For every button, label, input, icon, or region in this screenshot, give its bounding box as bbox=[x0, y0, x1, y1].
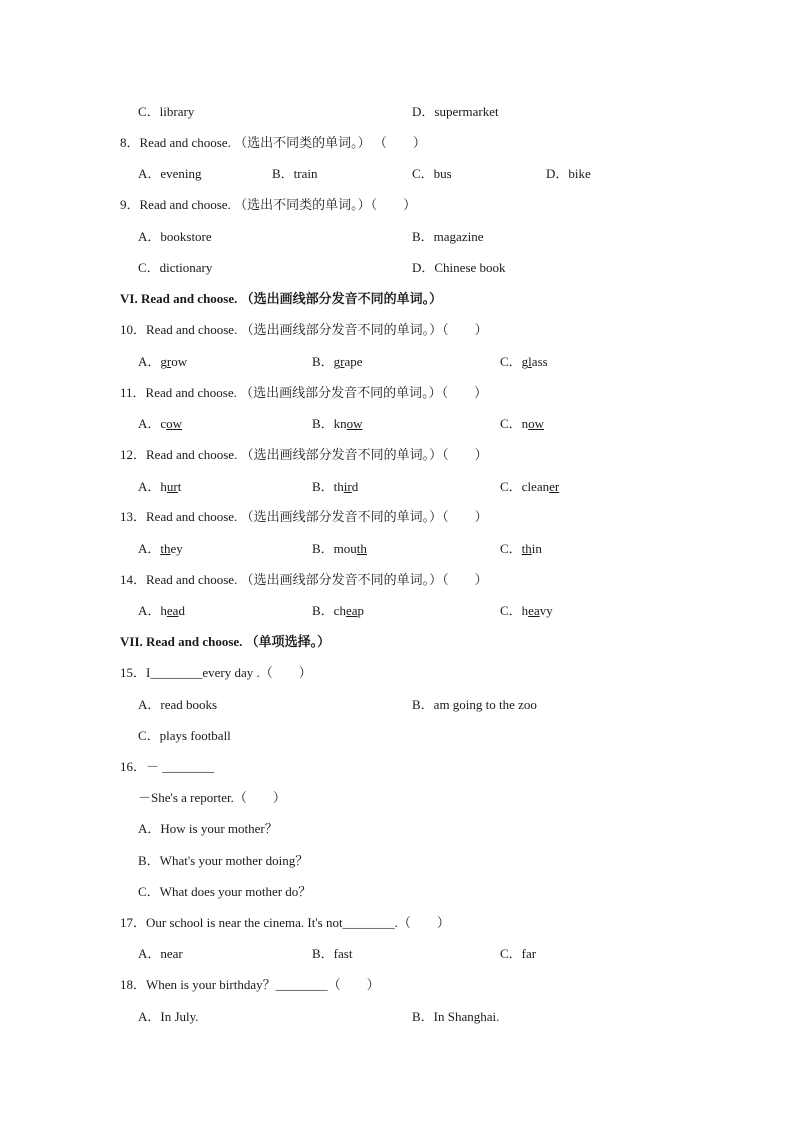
underlined-part: ir bbox=[343, 479, 352, 494]
underlined-part: r bbox=[340, 354, 345, 369]
q16-option-b: B．What's your mother doing？ bbox=[138, 853, 309, 868]
q18-stem: 18．When is your birthday？________（ ） bbox=[120, 977, 380, 992]
q9-stem: 9．Read and choose. （选出不同类的单词。）（ ） bbox=[120, 197, 417, 212]
q14-option-a: A．head bbox=[138, 603, 185, 618]
section-vii-title: VII. Read and choose. （单项选择。） bbox=[120, 634, 331, 649]
underlined-part: th bbox=[160, 541, 171, 556]
q11-option-a: A．cow bbox=[138, 416, 183, 431]
q15-option-c: C．plays football bbox=[138, 728, 231, 743]
q10-stem: 10．Read and choose. （选出画线部分发音不同的单词。）（ ） bbox=[120, 322, 488, 337]
q8-option-b: B．train bbox=[272, 166, 318, 181]
q11-option-b: B．know bbox=[312, 416, 363, 431]
q9-option-b: B．magazine bbox=[412, 229, 484, 244]
q17-stem: 17．Our school is near the cinema. It's not________.（ ） bbox=[120, 915, 450, 930]
q12-stem: 12．Read and choose. （选出画线部分发音不同的单词。）（ ） bbox=[120, 447, 488, 462]
q14-stem: 14．Read and choose. （选出画线部分发音不同的单词。）（ ） bbox=[120, 572, 488, 587]
q18-option-b: B．In Shanghai. bbox=[412, 1009, 500, 1024]
q7-option-c: C．library bbox=[138, 104, 195, 119]
q13-option-c: C．thin bbox=[500, 541, 542, 556]
q15-option-a: A．read books bbox=[138, 697, 218, 712]
q14-option-b: B．cheap bbox=[312, 603, 364, 618]
q10-option-b: B．grape bbox=[312, 354, 363, 369]
q17-option-a: A．near bbox=[138, 946, 183, 961]
q16-option-a: A．How is your mother？ bbox=[138, 821, 278, 836]
q8-stem: 8．Read and choose. （选出不同类的单词。） （ ） bbox=[120, 135, 426, 150]
q13-stem: 13．Read and choose. （选出画线部分发音不同的单词。）（ ） bbox=[120, 509, 488, 524]
q17-option-b: B．fast bbox=[312, 946, 353, 961]
q9-option-d: D．Chinese book bbox=[412, 260, 506, 275]
q12-option-c: C．cleaner bbox=[500, 479, 560, 494]
q9-option-a: A．bookstore bbox=[138, 229, 212, 244]
q15-option-b: B．am going to the zoo bbox=[412, 697, 537, 712]
q12-option-b: B．third bbox=[312, 479, 359, 494]
underlined-part: l bbox=[528, 354, 532, 369]
q15-stem: 15．I________every day .（ ） bbox=[120, 665, 312, 680]
underlined-part: er bbox=[549, 479, 560, 494]
q11-stem: 11．Read and choose. （选出画线部分发音不同的单词。）（ ） bbox=[120, 385, 488, 400]
section-vi-title: VI. Read and choose. （选出画线部分发音不同的单词。） bbox=[120, 291, 443, 306]
underlined-part: r bbox=[166, 354, 172, 369]
underlined-part: ur bbox=[166, 479, 178, 494]
q13-option-b: B．mouth bbox=[312, 541, 367, 556]
underlined-part: ow bbox=[166, 416, 183, 431]
q11-option-c: C．now bbox=[500, 416, 545, 431]
underlined-part: ea bbox=[345, 603, 358, 618]
q8-option-a: A．evening bbox=[138, 166, 202, 181]
q9-option-c: C．dictionary bbox=[138, 260, 213, 275]
q16-option-c: C．What does your mother do？ bbox=[138, 884, 312, 899]
underlined-part: ow bbox=[528, 416, 545, 431]
q8-option-d: D．bike bbox=[546, 166, 591, 181]
q17-option-c: C．far bbox=[500, 946, 537, 961]
underlined-part: th bbox=[356, 541, 367, 556]
q7-option-d: D．supermarket bbox=[412, 104, 499, 119]
q13-option-a: A．they bbox=[138, 541, 183, 556]
q12-option-a: A．hurt bbox=[138, 479, 182, 494]
underlined-part: ea bbox=[166, 603, 179, 618]
q16-reply: －She's a reporter.（ ） bbox=[138, 790, 286, 805]
q8-option-c: C．bus bbox=[412, 166, 452, 181]
underlined-part: ea bbox=[528, 603, 540, 618]
q18-option-a: A．In July. bbox=[138, 1009, 199, 1024]
q16-stem: 16．－ ________ bbox=[120, 759, 215, 774]
underlined-part: ow bbox=[346, 416, 363, 431]
q14-option-c: C．heavy bbox=[500, 603, 553, 618]
q10-option-a: A．grow bbox=[138, 354, 188, 369]
q10-option-c: C．glass bbox=[500, 354, 548, 369]
underlined-part: th bbox=[521, 541, 532, 556]
